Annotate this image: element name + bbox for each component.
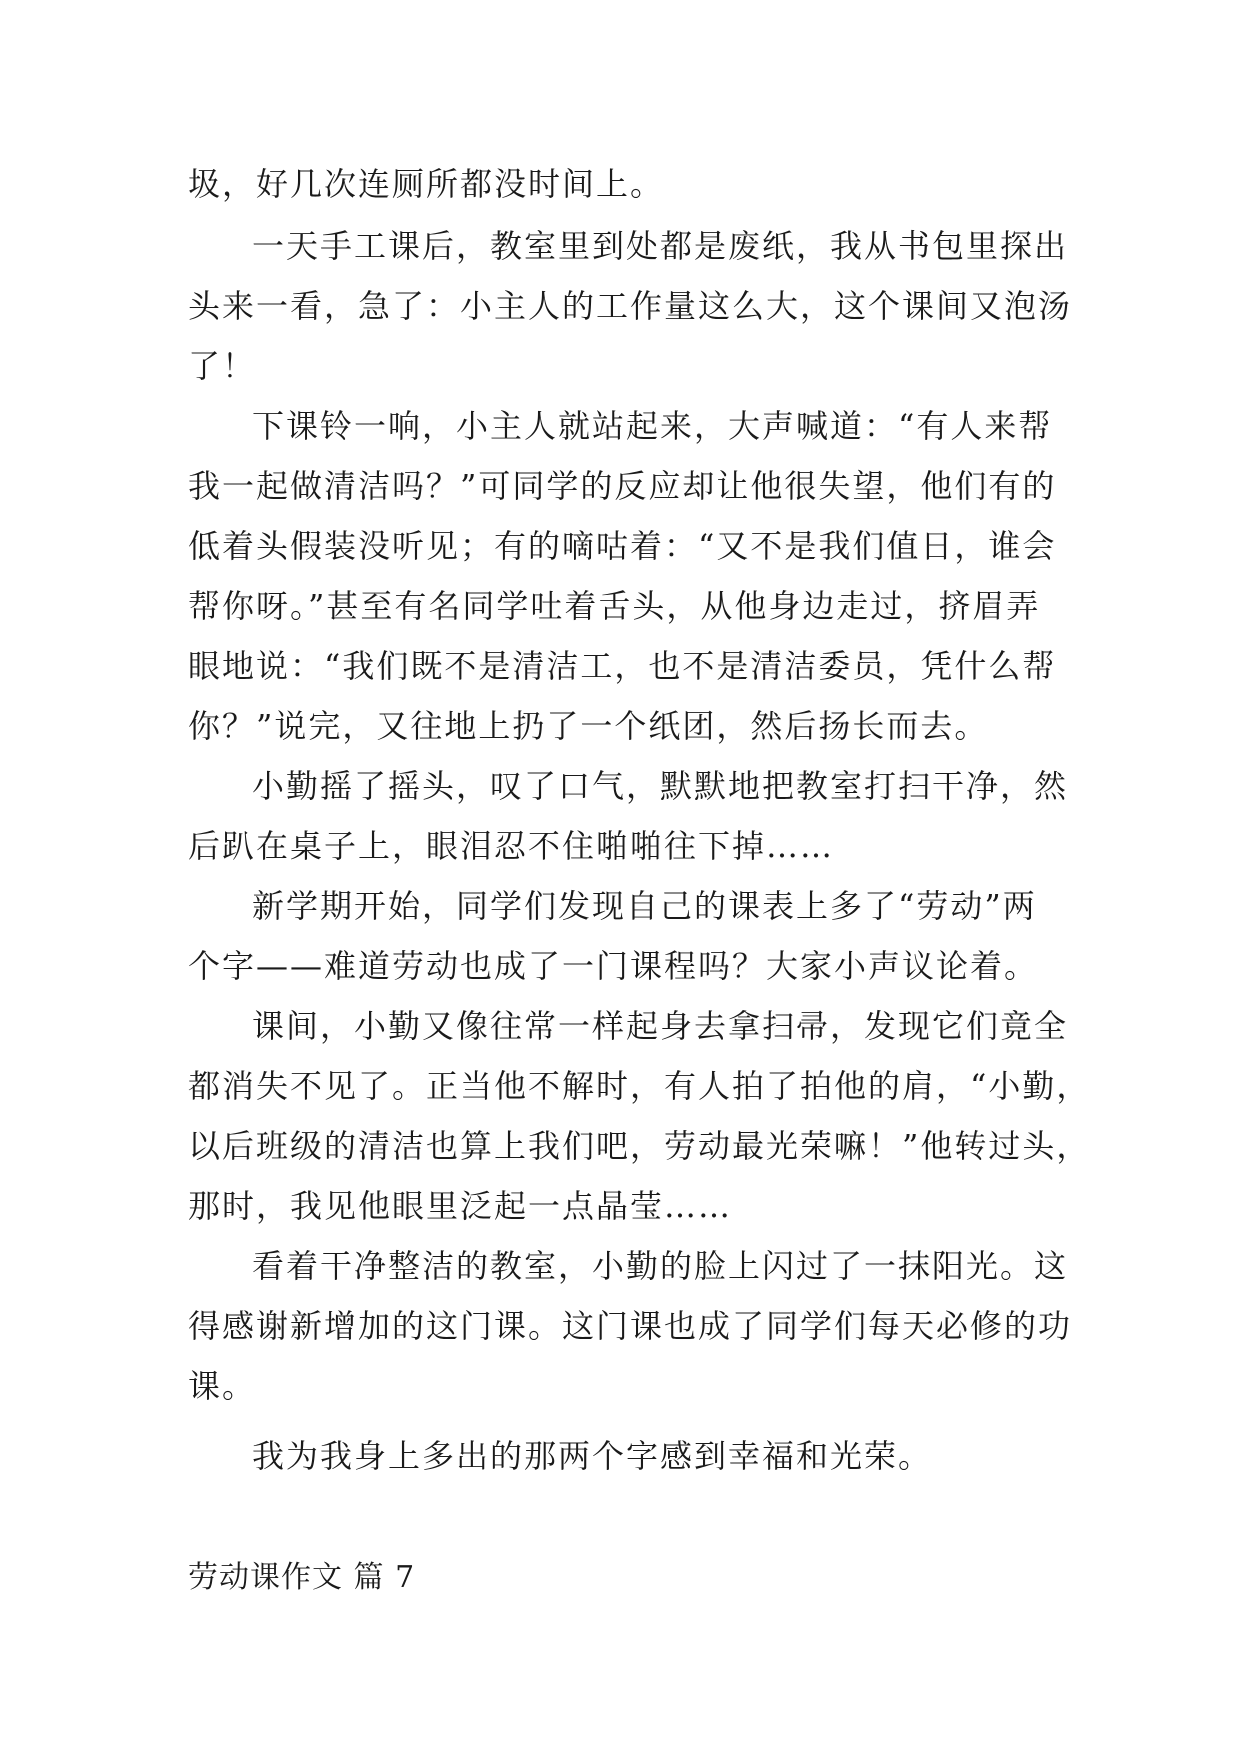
text-line: 我为我身上多出的那两个字感到幸福和光荣。 [252,1437,933,1475]
text-line: 眼地说：“我们既不是清洁工，也不是清洁委员，凭什么帮 [188,647,1057,685]
text-line: 低着头假装没听见；有的嘀咕着：“又不是我们值日，谁会 [188,527,1057,565]
section-heading: 劳动课作文 篇 7 [188,1560,416,1595]
text-line: 你？”说完，又往地上扔了一个纸团，然后扬长而去。 [188,707,989,745]
text-line: 课间，小勤又像往常一样起身去拿扫帚，发现它们竟全 [252,1007,1069,1045]
text-line: 都消失不见了。正当他不解时，有人拍了拍他的肩，“小勤， [188,1067,1091,1105]
text-line: 个字——难道劳动也成了一门课程吗？大家小声议论着。 [188,947,1039,985]
text-line: 以后班级的清洁也算上我们吧，劳动最光荣嘛！”他转过头， [188,1127,1091,1165]
text-line: 了！ [188,347,257,385]
text-line: 我一起做清洁吗？”可同学的反应却让他很失望，他们有的 [188,467,1057,505]
text-line: 后趴在桌子上，眼泪忍不住啪啪往下掉…… [188,827,835,865]
text-line: 头来一看，急了：小主人的工作量这么大，这个课间又泡汤 [188,287,1073,325]
text-line: 一天手工课后，教室里到处都是废纸，我从书包里探出 [252,227,1069,265]
text-line: 得感谢新增加的这门课。这门课也成了同学们每天必修的功 [188,1307,1073,1345]
text-line: 小勤摇了摇头，叹了口气，默默地把教室打扫干净，然 [252,767,1069,805]
text-line: 帮你呀。”甚至有名同学吐着舌头，从他身边走过，挤眉弄 [188,587,1041,625]
text-line: 圾，好几次连厕所都没时间上。 [188,165,665,203]
text-line: 看着干净整洁的教室，小勤的脸上闪过了一抹阳光。这 [252,1247,1069,1285]
text-line: 课。 [188,1367,257,1405]
text-line: 下课铃一响，小主人就站起来，大声喊道：“有人来帮 [252,407,1053,445]
text-line: 新学期开始，同学们发现自己的课表上多了“劳动”两 [252,887,1037,925]
text-line: 那时，我见他眼里泛起一点晶莹…… [188,1187,733,1225]
